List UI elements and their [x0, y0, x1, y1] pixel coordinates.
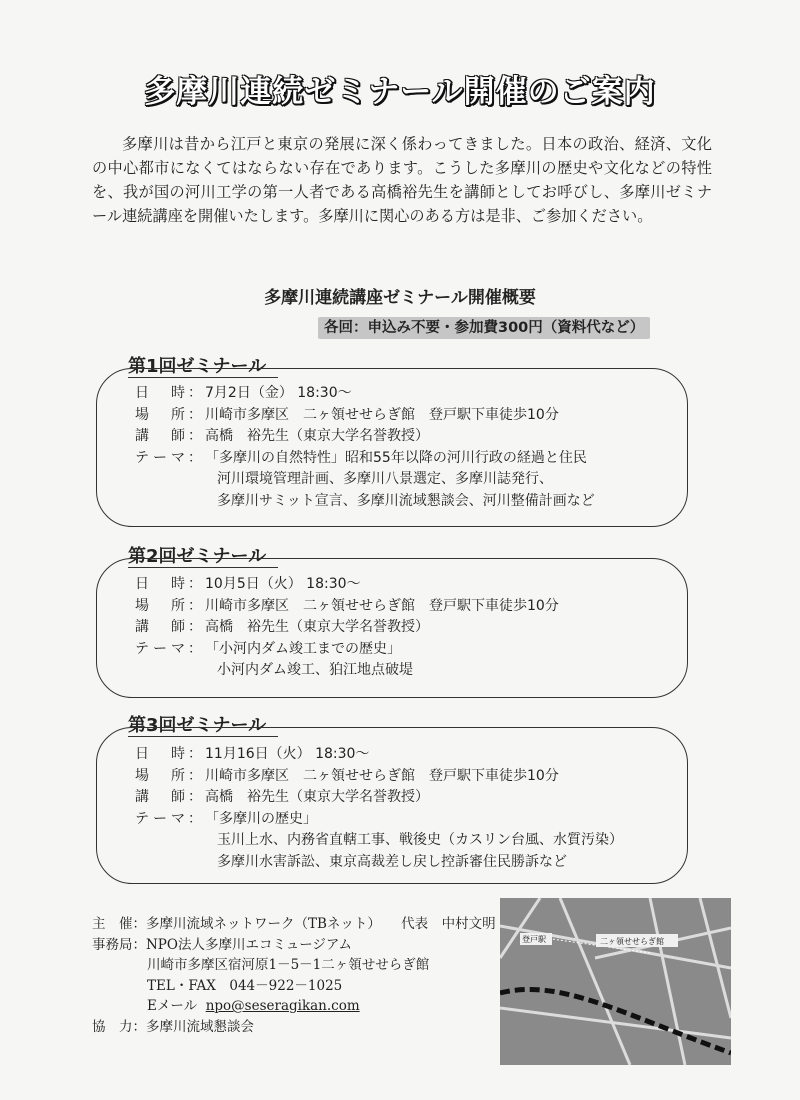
- page-title: 多摩川連続ゼミナール開催のご案内: [144, 74, 656, 110]
- seminar-3-place: 川崎市多摩区 二ヶ領せせらぎ館 登戸駅下車徒歩10分: [205, 767, 559, 784]
- place-label: 場所: [135, 767, 185, 784]
- place-label: 場所: [135, 406, 185, 423]
- seminar-2-place: 川崎市多摩区 二ヶ領せせらぎ館 登戸駅下車徒歩10分: [205, 597, 559, 614]
- map-drawing: [500, 898, 731, 1065]
- address-line: 川崎市多摩区宿河原1－5－1二ヶ領せせらぎ館: [147, 957, 430, 973]
- seminar-3-heading: 第3回ゼミナール: [128, 715, 267, 736]
- theme-label: テーマ: [135, 449, 185, 466]
- cooperation-line: 協 力：多摩川流域懇談会: [92, 1018, 254, 1035]
- lecturer-label: 講師: [135, 428, 185, 444]
- seminar-1-date: 7月2日（金） 18:30～: [205, 385, 352, 401]
- date-label: 日時: [135, 385, 185, 401]
- theme-label: テーマ: [135, 640, 185, 657]
- office-line: 事務局：NPO法人多摩川エコミュージアム: [92, 936, 352, 953]
- seminar-2-details: 日時 ： 10月5日（火） 18:30～ 場所 ： 川崎市多摩区 二ヶ領せせらぎ館 登戸駅下車徒歩10分 講師 ： 高橋 裕先生（東京大学名誉教授） テーマ ： 「小河内ダム竣工までの歴史」 小河内ダム竣工、狛江地点破堤: [135, 574, 559, 682]
- email-link[interactable]: npo@seseragikan.com: [205, 998, 360, 1014]
- email-label: Eメール: [147, 998, 198, 1014]
- seminar-3-lecturer: 高橋 裕先生（東京大学名誉教授）: [205, 789, 429, 805]
- seminar-2-lecturer: 高橋 裕先生（東京大学名誉教授）: [205, 619, 429, 635]
- tel-fax-line: TEL・FAX 044－922－1025: [147, 977, 343, 994]
- seminar-2-heading: 第2回ゼミナール: [128, 546, 267, 567]
- intro-paragraph: 多摩川は昔から江戸と東京の発展に深く係わってきました。日本の政治、経済、文化の中心都市になくてはならない存在であります。こうした多摩川の歴史や文化などの特性を、我が国の河川工学の第一人者である高橋裕先生を講師としてお呼びし、多摩川ゼミナール連続講座を開催いたします。多摩川に関心のある方は是非、ご参加ください。: [92, 135, 713, 225]
- map-label-venue: 二ヶ領せせらぎ館: [600, 937, 664, 946]
- seminar-1-heading: 第1回ゼミナール: [128, 356, 267, 377]
- lecturer-label: 講師: [135, 619, 185, 635]
- seminar-2-theme-detail: 小河内ダム竣工、狛江地点破堤: [217, 662, 413, 678]
- seminar-3-date: 11月16日（火） 18:30～: [205, 746, 370, 762]
- seminar-1-place: 川崎市多摩区 二ヶ領せせらぎ館 登戸駅下車徒歩10分: [205, 406, 559, 423]
- date-label: 日時: [135, 746, 185, 762]
- seminar-3-theme-detail: 多摩川水害訴訟、東京高裁差し戻し控訴審住民勝訴など: [217, 853, 567, 870]
- fee-notice: 各回：申込み不要・参加費300円（資料代など）: [318, 317, 650, 339]
- seminar-2-date: 10月5日（火） 18:30～: [205, 576, 361, 592]
- overview-heading: 多摩川連続講座ゼミナール開催概要: [264, 288, 536, 308]
- lecturer-label: 講師: [135, 789, 185, 805]
- seminar-3-details: 日時 ： 11月16日（火） 18:30～ 場所 ： 川崎市多摩区 二ヶ領せせらぎ館 登戸駅下車徒歩10分 講師 ： 高橋 裕先生（東京大学名誉教授） テーマ ： 「多摩川の歴史」 玉川上水、内務省直轄工事、戦後史（カスリン台風、水質汚染） 多摩川水害訴訟、東京高裁差し戻し控訴審住民勝訴など: [135, 744, 623, 873]
- date-label: 日時: [135, 576, 185, 592]
- map-label-station: 登戸駅: [522, 935, 546, 944]
- map-background: [500, 898, 731, 1065]
- seminar-1-lecturer: 高橋 裕先生（東京大学名誉教授）: [205, 428, 429, 444]
- seminar-1-theme-detail: 河川環境管理計画、多摩川八景選定、多摩川誌発行、: [217, 471, 553, 487]
- seminar-1-theme-detail: 多摩川サミット宣言、多摩川流域懇談会、河川整備計画など: [217, 492, 595, 509]
- seminar-1-details: 日時 ： 7月2日（金） 18:30～ 場所 ： 川崎市多摩区 二ヶ領せせらぎ館 登戸駅下車徒歩10分 講師 ： 高橋 裕先生（東京大学名誉教授） テーマ ： 「多摩川の自然特性」昭和55年以降の河川行政の経過と住民 河川環境管理計画、多摩川八景選定、多摩川誌発行、 多摩川サミット宣言、多摩川流域懇談会、河川整備計画など: [135, 383, 595, 512]
- place-label: 場所: [135, 597, 185, 614]
- location-map: [500, 898, 731, 1065]
- organizer-line: 主 催：多摩川流域ネットワーク（TBネット） 代表 中村文明: [92, 916, 496, 932]
- theme-label: テーマ: [135, 810, 185, 827]
- seminar-3-theme: 「多摩川の歴史」: [205, 810, 317, 827]
- email-line: [92, 996, 496, 1017]
- seminar-3-theme-detail: 玉川上水、内務省直轄工事、戦後史（カスリン台風、水質汚染）: [217, 832, 623, 848]
- seminar-2-theme: 「小河内ダム竣工までの歴史」: [205, 640, 401, 657]
- seminar-1-theme: 「多摩川の自然特性」昭和55年以降の河川行政の経過と住民: [205, 449, 587, 466]
- organizer-info: [92, 914, 496, 1037]
